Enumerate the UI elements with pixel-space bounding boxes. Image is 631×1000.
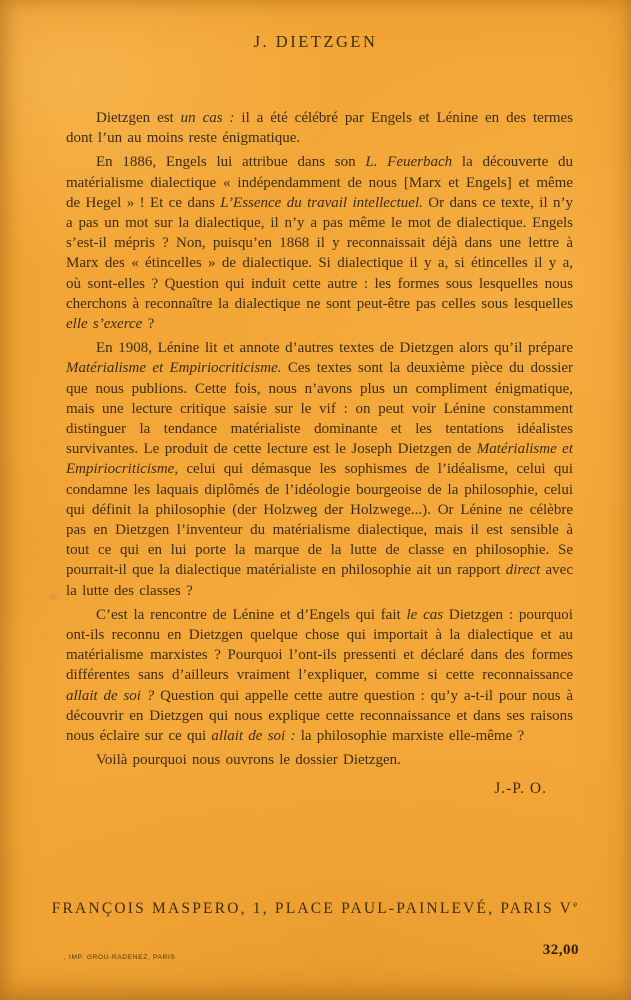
italic-run: L’Essence du travail intellectuel. <box>220 194 423 211</box>
author-initials: J.-P. O. <box>494 779 547 797</box>
text-run: la découverte du matérialisme dialectique « indépendamment de nous [Marx et Engels] et même de Hegel » ! Et ce dans <box>66 154 573 211</box>
italic-run: Matérialisme et Empiriocriticisme, <box>66 441 573 478</box>
book-title: J. DIETZGEN <box>253 32 378 51</box>
text-run: Voilà pourquoi nous ouvrons le dossier Dietzgen. <box>96 752 401 769</box>
text-run: En 1886, Engels lui attribue dans son <box>96 154 366 171</box>
italic-run: le cas <box>406 606 444 623</box>
italic-run: direct <box>505 562 541 579</box>
text-run: Dietzgen est <box>96 110 181 126</box>
paragraph <box>66 338 573 601</box>
text-run: C’est la rencontre de Lénine et d’Engels qui fait <box>96 606 407 623</box>
printer-imprint: , IMP. GROU-RADENEZ, PARIS <box>64 954 176 961</box>
paragraph <box>66 750 573 770</box>
text-run: ? <box>142 316 155 333</box>
paragraph <box>66 108 573 148</box>
text-run: Ces textes sont la deuxième pièce du dossier que nous publions. Cette fois, nous n’avons plus un compliment énigmatique, mais une lecture critique saisie sur le vif : on peut voir Lénine constamment distinguer la tendance matérialiste dominante et les tentations idéalistes survivantes. Le produit de cette lecture est le Joseph Dietzgen de <box>66 360 573 458</box>
text-run: il a été célébré par Engels et Lénine en des termes dont l’un au moins reste énigmatique. <box>66 110 573 147</box>
paragraph <box>66 152 573 334</box>
paper-smudge <box>46 592 62 601</box>
text-run: la philosophie marxiste elle-même ? <box>295 728 525 745</box>
text-run: celui qui démasque les sophismes de l’idéalisme, celui qui condamne les laquais diplômés de l’idéologie bourgeoise de la philosophie, celui qui définit la philosophie (der Holzweg der Holzwege...). Or Lénine ne célèbre pas en Dietzgen l’inventeur du matérialisme dialectique, mais il est sensible à tout ce qui en lui porte la marque de la lutte de classe en philosophie. Se pourrait-il que la dialectique matérialiste en philosophie ait un rapport <box>66 461 573 579</box>
text-run: En 1908, Lénine lit et annote d’autres textes de Dietzgen alors qu’il prépare <box>96 340 573 357</box>
publisher-superscript: e <box>573 899 580 909</box>
publisher-text: FRANÇOIS MASPERO, 1, PLACE PAUL-PAINLEVÉ, PARIS V <box>51 900 574 918</box>
italic-run: un cas : <box>180 110 235 126</box>
publisher-line <box>0 899 631 918</box>
text-run: avec la lutte des classes ? <box>66 562 573 599</box>
italic-run: allait de soi ? <box>66 687 155 704</box>
paragraph <box>66 605 573 746</box>
price: 32,00 <box>542 942 579 958</box>
text-run: Question qui appelle cette autre question : qu’y a-t-il pour nous à découvrir en Dietzgen qui nous explique cette reconnaissance et dans ses raisons nous éclaire sur ce qui <box>66 687 573 745</box>
italic-run: elle s’exerce <box>66 316 143 333</box>
text-run: Dietzgen : pourquoi ont-ils reconnu en Dietzgen quelque chose qui importait à la dialectique et au matérialisme marxistes ? Pourquoi l’ont-ils pressenti et déclaré dans des formes différentes sans d’ailleurs vraiment l’expliquer, comme si cette reconnaissance <box>66 606 573 684</box>
italic-run: allait de soi : <box>211 728 296 745</box>
body-text <box>66 108 573 798</box>
text-run: Or dans ce texte, il n’y a pas un mot sur la dialectique, il n’y a pas même le mot de dialectique. Engels s’est-il mépris ? Non, puisqu’en 1868 il y reconnaissait déjà dans une lettre à Marx des « étincelles » de dialectique. Si dialectique il y a, si étincelles il y a, où sont-elles ? Question qui induit cette autre : les formes sous lesquelles nous cherchons à reconnaître la dialectique ne sont peut-être pas celles sous lesquelles <box>66 194 573 312</box>
italic-run: Matérialisme et Empiriocriticisme. <box>66 360 282 377</box>
italic-run: L. Feuerbach <box>365 154 453 171</box>
